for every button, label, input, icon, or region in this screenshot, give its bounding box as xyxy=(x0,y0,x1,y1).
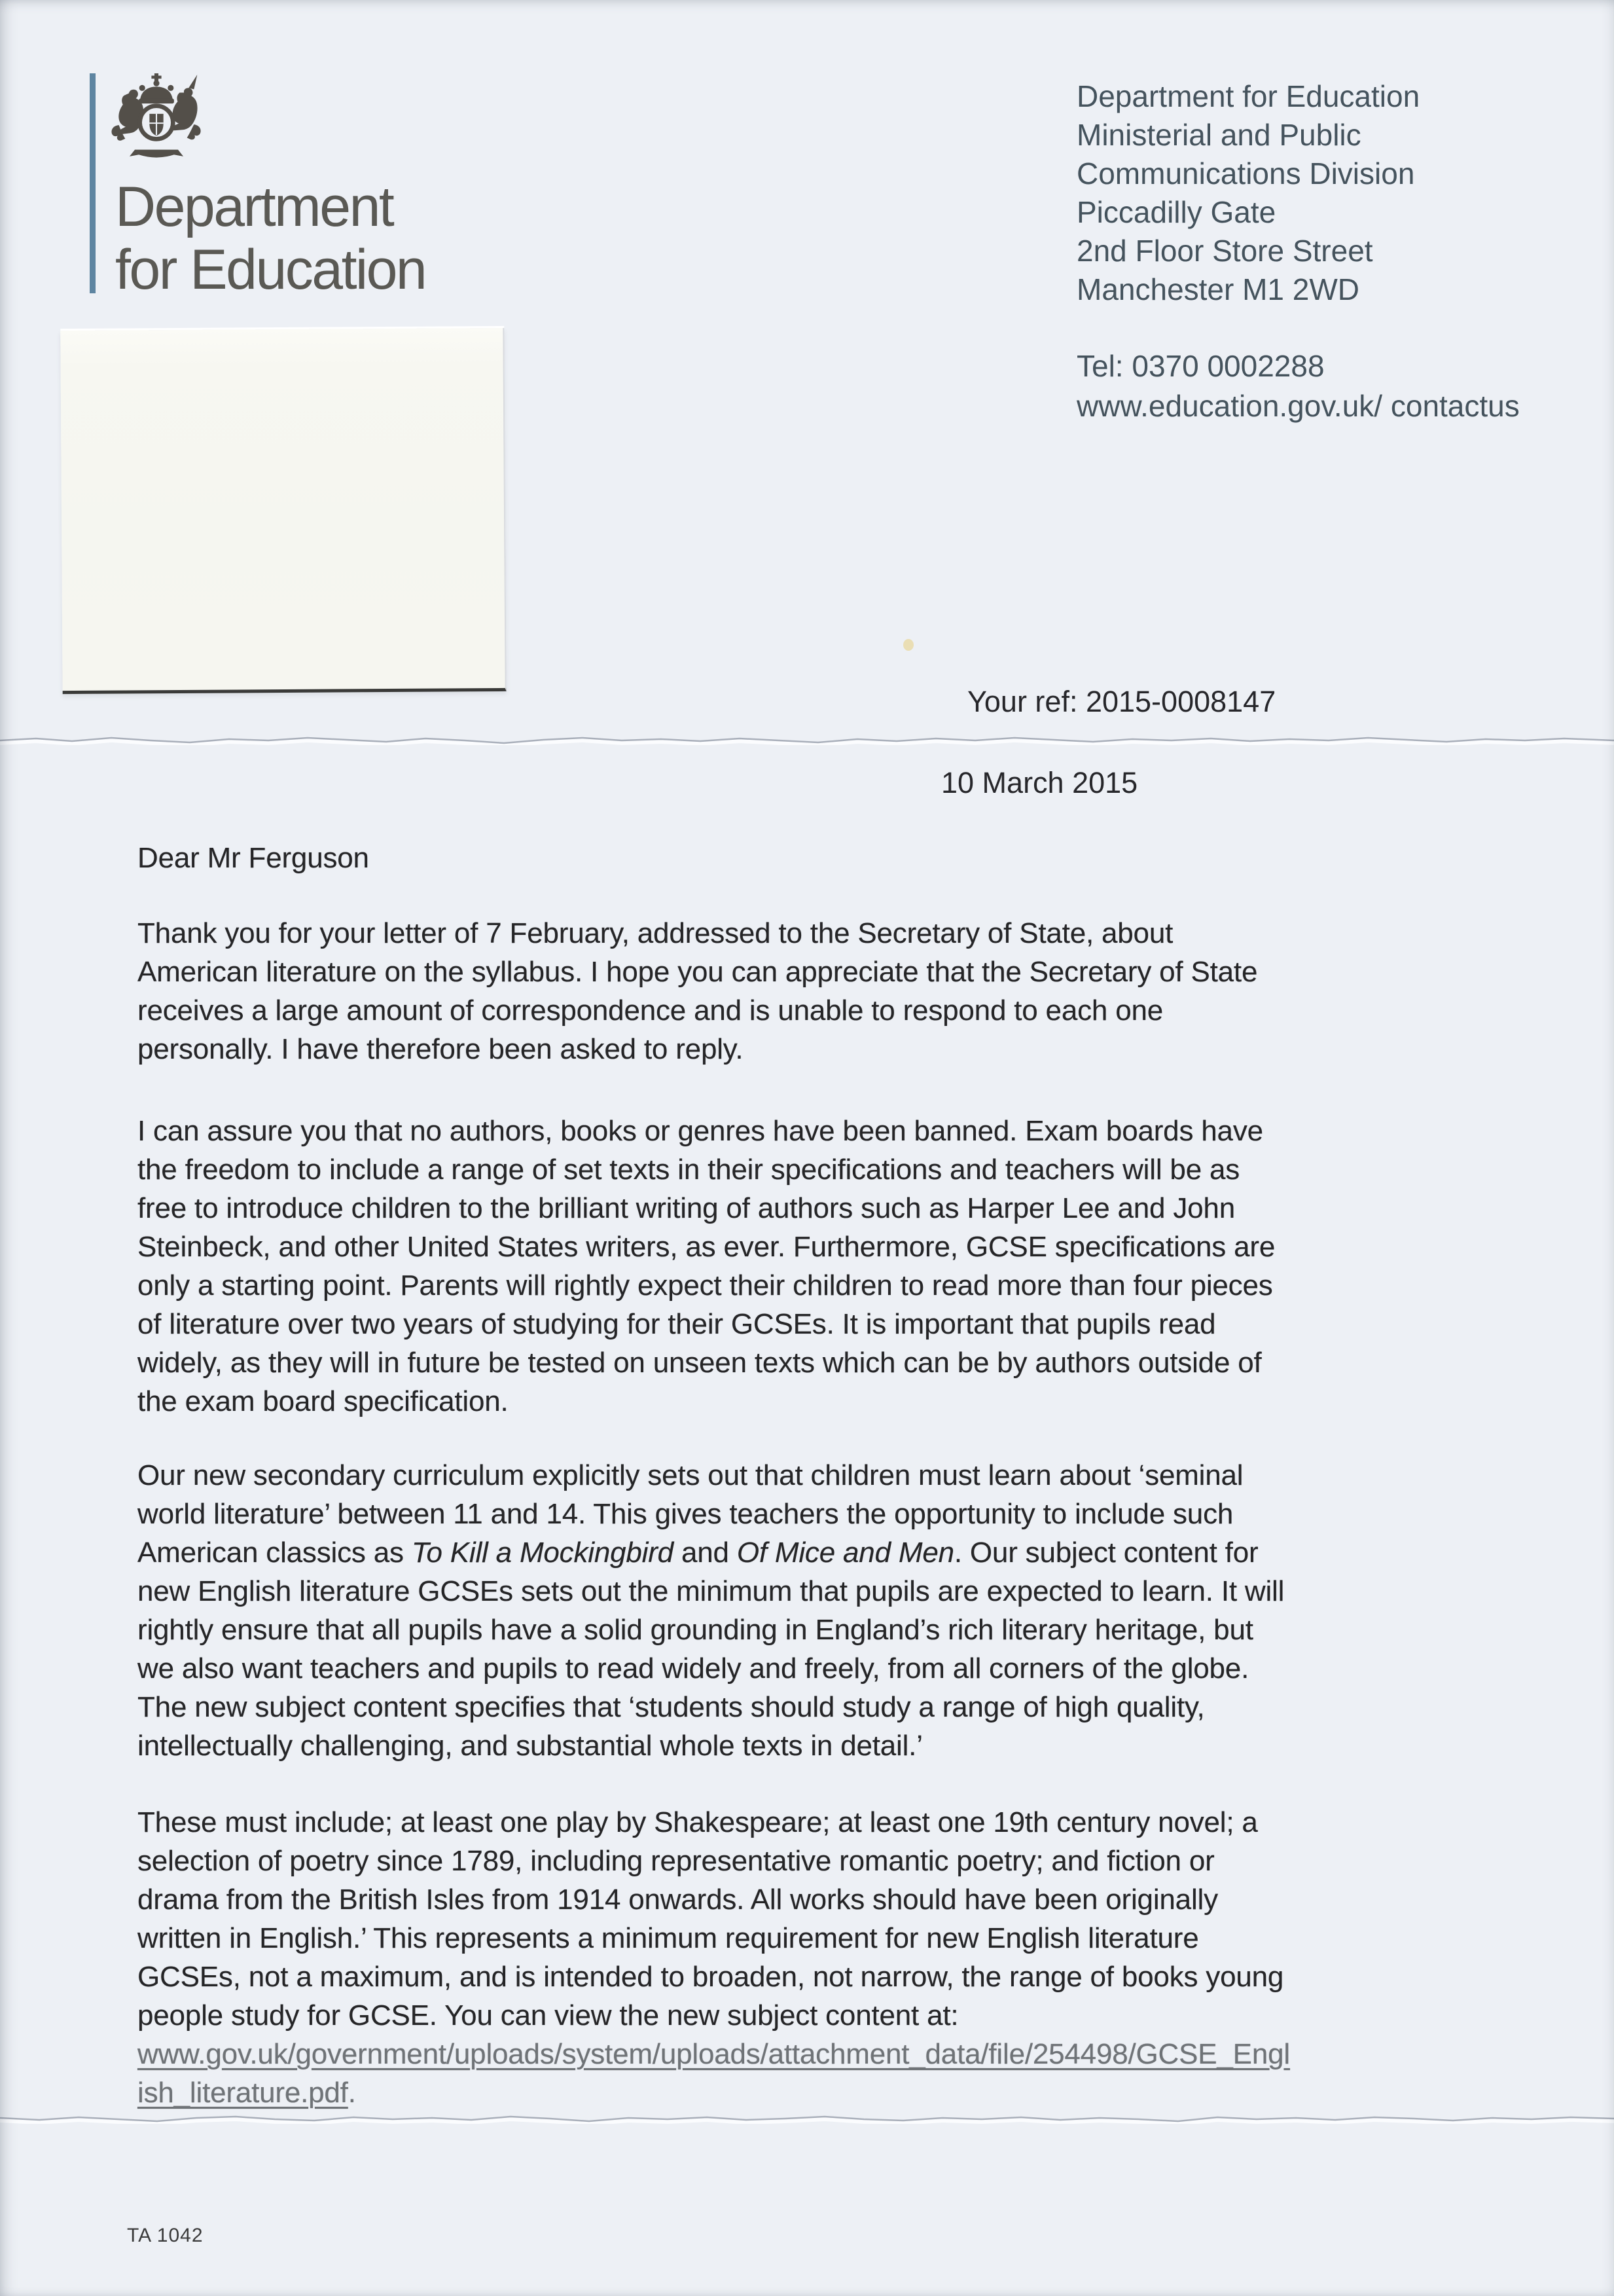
letter-line: Ministerial and Public xyxy=(1077,118,1361,152)
letter-line: drama from the British Isles from 1914 onwards. All works should have been originally xyxy=(137,1884,1218,1916)
letter-paragraph-4-lines xyxy=(137,1803,1290,2035)
letter-paragraph-2 xyxy=(137,1112,1275,1421)
letter-line: new English literature GCSEs sets out the minimum that pupils are expected to learn. It will xyxy=(137,1575,1285,1607)
letter-line: Manchester M1 2WD xyxy=(1077,272,1360,306)
address-cover-sticker xyxy=(60,328,506,694)
sender-address-lines xyxy=(1077,77,1520,309)
letter-line: receives a large amount of correspondence and is unable to respond to each one xyxy=(137,994,1164,1027)
letter-line: widely, as they will in future be tested on unseen texts which can be by authors outside of xyxy=(137,1347,1262,1379)
letter-line: written in English.’ This represents a minimum requirement for new English literature xyxy=(137,1922,1199,1954)
tel-line: Tel: 0370 0002288 xyxy=(1077,349,1325,383)
logo-wordmark xyxy=(115,175,425,301)
letter-line: Piccadilly Gate xyxy=(1077,195,1276,229)
letter-line: These must include; at least one play by Shakespeare; at least one 19th century novel; a xyxy=(137,1806,1258,1838)
letter-paragraph-4 xyxy=(137,1803,1290,2112)
letter-line: Our new secondary curriculum explicitly sets out that children must learn about ‘seminal xyxy=(137,1459,1244,1491)
letter-line: Department for Education xyxy=(1077,79,1420,113)
address-gap xyxy=(1077,309,1520,346)
your-ref: Your ref: 2015-0008147 xyxy=(967,685,1276,718)
sender-address-block xyxy=(1077,77,1520,426)
letter-paragraph-3 xyxy=(137,1456,1284,1765)
letter-line: world literature’ between 11 and 14. This gives teachers the opportunity to include such xyxy=(137,1498,1234,1530)
logo-line-1: Department xyxy=(115,175,393,238)
letter-paragraph-1 xyxy=(137,914,1257,1068)
letter-line: I can assure you that no authors, books or genres have been banned. Exam boards have xyxy=(137,1115,1263,1147)
letter-line: Steinbeck, and other United States writers, as ever. Furthermore, GCSE specifications are xyxy=(137,1231,1276,1263)
letter-line: of literature over two years of studying for their GCSEs. It is important that pupils read xyxy=(137,1308,1216,1340)
letter-line: the freedom to include a range of set texts in their specifications and teachers will be as xyxy=(137,1154,1240,1186)
letter-line: GCSEs, not a maximum, and is intended to broaden, not narrow, the range of books young xyxy=(137,1961,1284,1993)
letter-line: free to introduce children to the brilliant writing of authors such as Harper Lee and John xyxy=(137,1192,1235,1224)
letter-line: Thank you for your letter of 7 February, addressed to the Secretary of State, about xyxy=(137,917,1174,949)
letter-line: selection of poetry since 1789, including representative romantic poetry; and fiction or xyxy=(137,1845,1215,1877)
logo-line-2: for Education xyxy=(115,238,426,301)
letter-line: 2nd Floor Store Street xyxy=(1077,234,1373,268)
letter-line: the exam board specification. xyxy=(137,1385,509,1417)
logo-blue-bar xyxy=(90,73,96,293)
letter-line: intellectually challenging, and substantial whole texts in detail.’ xyxy=(137,1730,923,1762)
letter-line: rightly ensure that all pupils have a solid grounding in England’s rich literary heritage, but xyxy=(137,1614,1253,1646)
website-line: www.education.gov.uk/ contactus xyxy=(1077,389,1520,423)
letter-line: American classics as To Kill a Mockingbird and Of Mice and Men. Our subject content for xyxy=(137,1537,1259,1569)
letter-line: only a starting point. Parents will rightly expect their children to read more than four pieces xyxy=(137,1269,1273,1302)
letter-line: The new subject content specifies that ‘students should study a range of high quality, xyxy=(137,1691,1205,1723)
letter-line: American literature on the syllabus. I hope you can appreciate that the Secretary of State xyxy=(137,956,1258,988)
footer-code: TA 1042 xyxy=(127,2225,204,2246)
letter-line: Communications Division xyxy=(1077,156,1415,191)
paper-crease-bottom xyxy=(0,2113,1614,2124)
letter-line: people study for GCSE. You can view the new subject content at: xyxy=(137,1999,959,2032)
royal-crest-icon xyxy=(105,72,208,165)
letter-line: personally. I have therefore been asked to reply. xyxy=(137,1033,744,1065)
url-trailing-period: . xyxy=(348,2077,356,2109)
letter-date: 10 March 2015 xyxy=(941,766,1138,799)
subject-content-url-line-2: ish_literature.pdf. xyxy=(137,2077,356,2109)
subject-content-url-line-1: www.gov.uk/government/uploads/system/uploads/attachment_data/file/254498/GCSE_Engl xyxy=(137,2038,1290,2070)
paper-crease-top xyxy=(0,735,1614,745)
letter-line: we also want teachers and pupils to read widely and freely, from all corners of the globe. xyxy=(137,1652,1249,1685)
paper-speck xyxy=(903,639,914,651)
salutation xyxy=(137,839,369,877)
salutation-line: Dear Mr Ferguson xyxy=(137,842,369,874)
